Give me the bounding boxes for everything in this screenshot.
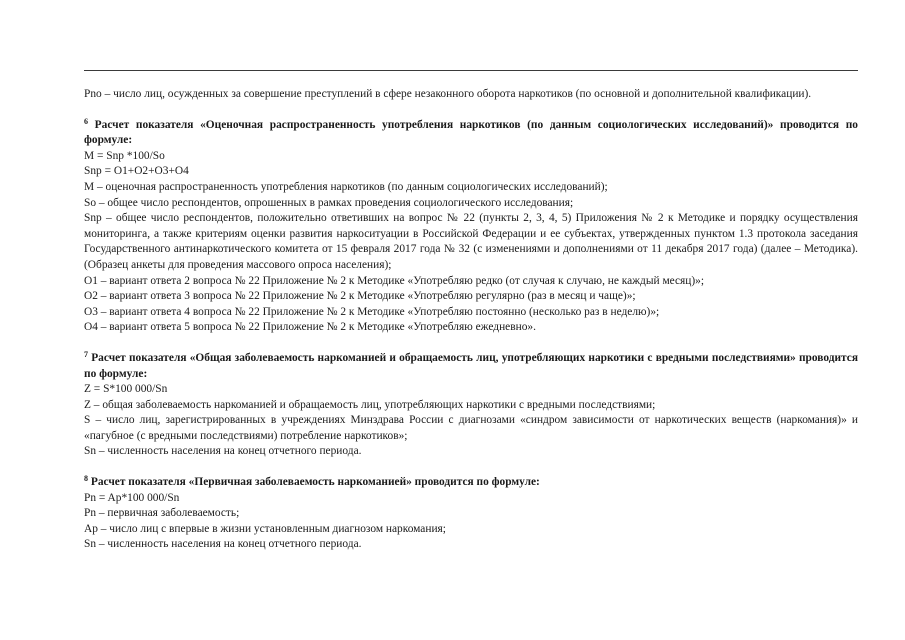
footnotes-body	[84, 87, 858, 553]
definition-s: S – число лиц, зарегистрированных в учреждениях Минздрава России с диагнозами «синдром зависимости от наркотических веществ (наркомания)» и «пагубное (с вредными последствиями) потребление наркотиков»;	[84, 414, 858, 442]
spacer	[84, 103, 858, 118]
footnote-8-heading-text: Расчет показателя «Первичная заболеваемость наркоманией» проводится по формуле:	[90, 476, 540, 489]
footnote-6-heading-text: Расчет показателя «Оценочная распространенность употребления наркотиков (по данным социологических исследований)» проводится по формуле:	[84, 118, 858, 147]
formula-pn: Pn = Ap*100 000/Sn	[84, 491, 180, 504]
definition-o2: O2 – вариант ответа 3 вопроса № 22 Приложение № 2 к Методике «Употребляю регулярно (раз в месяц и чаще)»;	[84, 290, 636, 303]
footnote-6-heading	[84, 118, 858, 149]
definition-sn-2: Sn – численность населения на конец отчетного периода.	[84, 538, 362, 551]
footnote-8-number: 8	[84, 474, 88, 484]
footnote-7-heading-text: Расчет показателя «Общая заболеваемость наркоманией и обращаемость лиц, употребляющих наркотики с вредными последствиями» проводится по формуле:	[84, 351, 858, 380]
definition-sn: Sn – численность населения на конец отчетного периода.	[84, 445, 362, 458]
formula-snp: Snp = O1+O2+O3+O4	[84, 165, 189, 178]
footnote-8-heading	[84, 475, 858, 491]
definition-snp: Snp – общее число респондентов, положительно ответивших на вопрос № 22 (пункты 2, 3, 4, 5) Приложения № 2 к Методике и порядку осуществления мониторинга, а также критериям оценки развития наркоситуации в Российской Федерации и ее субъектах, утвержденных пунктом 1.3 протокола заседания Государственного антинаркотического комитета от 15 февраля 2017 года № 32 (с изменениями и дополнениями от 11 декабря 2017 года) (далее – Методика). (Образец анкеты для проведения массового опроса населения);	[84, 212, 858, 271]
formula-m: M = Snp *100/So	[84, 149, 165, 162]
footnote-6-number: 6	[84, 116, 88, 126]
footnote-separator-line	[84, 70, 858, 71]
footnote-7-number: 7	[84, 349, 88, 359]
definition-o3: O3 – вариант ответа 4 вопроса № 22 Приложение № 2 к Методике «Употребляю постоянно (несколько раз в неделю)»;	[84, 305, 660, 318]
definition-so: So – общее число респондентов, опрошенных в рамках проведения социологического исследования;	[84, 196, 574, 209]
spacer	[84, 460, 858, 475]
spacer	[84, 336, 858, 351]
definition-m: M – оценочная распространенность употребления наркотиков (по данным социологических исследований);	[84, 180, 608, 193]
definition-o1: O1 – вариант ответа 2 вопроса № 22 Приложение № 2 к Методике «Употребляю редко (от случая к случаю, не каждый месяц)»;	[84, 274, 705, 287]
definition-pn: Pn – первичная заболеваемость;	[84, 507, 240, 520]
pno-definition: Pno – число лиц, осужденных за совершение преступлений в сфере незаконного оборота наркотиков (по основной и дополнительной квалификации).	[84, 88, 812, 100]
definition-ap: Ap – число лиц с впервые в жизни установленным диагнозом наркомания;	[84, 522, 446, 535]
definition-z: Z – общая заболеваемость наркоманией и обращаемость лиц, употребляющих наркотики с вредными последствиями;	[84, 398, 656, 411]
footnote-7-heading	[84, 351, 858, 382]
formula-z: Z = S*100 000/Sn	[84, 383, 168, 396]
definition-o4: O4 – вариант ответа 5 вопроса № 22 Приложение № 2 к Методике «Употребляю ежедневно».	[84, 321, 536, 334]
